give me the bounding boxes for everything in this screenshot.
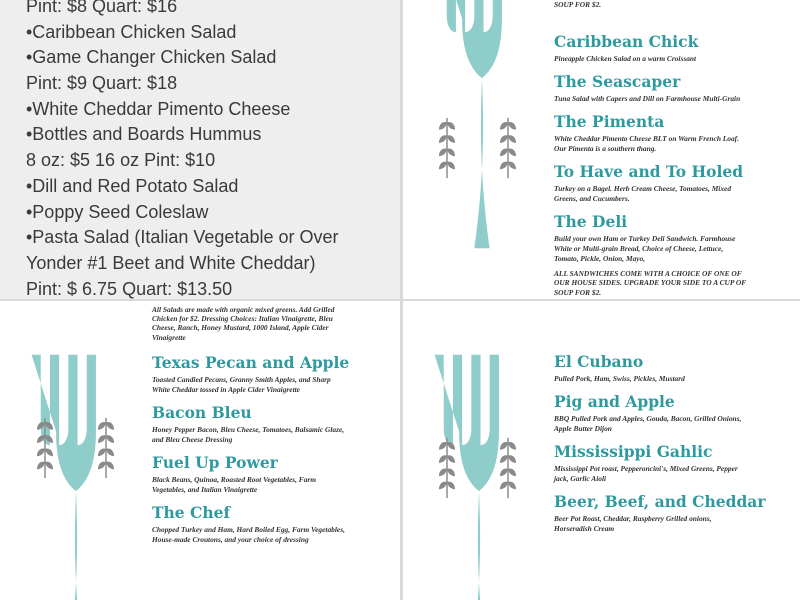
- menu-item: [554, 213, 749, 264]
- item-desc: Turkey on a Bagel. Herb Cream Cheese, Tomatoes, Mixed Greens, and Cucumbers.: [554, 184, 732, 204]
- menu-item: [554, 33, 749, 64]
- item-title: Mississippi Gahlic: [554, 442, 713, 461]
- item-desc: Honey Pepper Bacon, Bleu Cheese, Tomatoes, Balsamic Glaze, and Bleu Cheese Dressing: [152, 424, 345, 444]
- menu-item: [554, 163, 749, 204]
- item-title: To Have and To Holed: [554, 162, 744, 182]
- sprig-icon: [436, 106, 458, 190]
- list-line: Pint: $ 6.75 Quart: $13.50: [26, 278, 233, 299]
- sandwich-menu: [554, 0, 749, 297]
- item-desc: Mississippi Pot roast, Pepperoncini's, Mixed Greens, Pepper jack, Garlic Aioli: [554, 464, 738, 483]
- menu-item: [554, 353, 749, 384]
- list-line: 8 oz: $5 16 oz Pint: $10: [26, 150, 216, 171]
- item-title: Beer, Beef, and Cheddar: [554, 492, 766, 511]
- sprig-icon: [95, 405, 117, 491]
- item-title: Fuel Up Power: [152, 452, 278, 472]
- menu-item: [554, 443, 749, 484]
- menu-item: [152, 504, 347, 545]
- item-title: Caribbean Chick: [554, 32, 699, 52]
- salad-menu: [152, 305, 350, 545]
- list-line: Yonder #1 Beet and White Cheddar): [26, 252, 316, 273]
- salad-menu-panel: [0, 301, 401, 600]
- sprig-icon: [497, 106, 519, 190]
- list-line: •Caribbean Chicken Salad: [26, 21, 237, 42]
- list-line: •Dill and Red Potato Salad: [26, 175, 239, 196]
- item-desc: Pulled Pork, Ham, Swiss, Pickles, Mustard: [554, 374, 685, 383]
- sprig-icon: [436, 425, 458, 511]
- item-title: Pig and Apple: [554, 392, 675, 411]
- item-desc: BBQ Pulled Pork and Apples, Gouda, Bacon, Grilled Onions, Apple Butter Dijon: [554, 414, 742, 433]
- item-desc: Black Beans, Quinoa, Roasted Root Vegetables, Farm Vegetables, and Italian Vinaigrette: [152, 474, 317, 494]
- menu-note: ALL SANDWICHES COME WITH A CHOICE OF ONE OF OUR HOUSE SIDES. UPGRADE YOUR SIDE TO A CUP OF SOUP FOR $2.: [554, 269, 747, 297]
- collage-divider-horizontal: [0, 299, 800, 301]
- item-title: Texas Pecan and Apple: [152, 352, 350, 372]
- menu-item: [152, 454, 347, 495]
- item-desc: Build your own Ham or Turkey Deli Sandwich. Farmhouse White or Multi-grain Bread, Choice of Cheese, Lettuce, Tomato, Pickle, Onion, Mayo,: [554, 234, 736, 264]
- hot-sandwich-menu: [554, 352, 766, 534]
- menu-intro: All Salads are made with organic mixed greens. Add Grilled Chicken for $2. Dressing Choices: Italian Vinaigrette, Bleu Cheese, Ranch, Honey Mustard, 1000 Island, Apple Cider Vinaigrette: [152, 305, 335, 342]
- item-title: The Chef: [152, 502, 231, 522]
- list-line: •White Cheddar Pimento Cheese: [26, 98, 291, 119]
- list-line: Pint: $9 Quart: $18: [26, 73, 178, 94]
- menu-item: [554, 113, 749, 154]
- menu-item: [554, 393, 749, 434]
- hot-sandwich-menu-panel: [403, 301, 800, 600]
- menu-item: [554, 73, 749, 104]
- price-list-panel: [0, 0, 400, 299]
- list-line: Pint: $8 Quart: $16: [26, 0, 178, 16]
- sprig-icon: [34, 405, 56, 491]
- item-title: El Cubano: [554, 352, 644, 371]
- menu-item: [152, 404, 347, 445]
- item-title: The Seascaper: [554, 72, 681, 92]
- list-line: •Poppy Seed Coleslaw: [26, 201, 209, 222]
- menu-item: [554, 492, 766, 534]
- list-line: •Bottles and Boards Hummus: [26, 124, 262, 145]
- sprig-icon: [497, 425, 519, 511]
- list-line: •Game Changer Chicken Salad: [26, 47, 277, 68]
- sandwich-menu-panel: [403, 0, 800, 299]
- list-line: •Pasta Salad (Italian Vegetable or Over: [26, 227, 339, 248]
- item-title: Bacon Bleu: [152, 402, 252, 422]
- item-desc: Toasted Candied Pecans, Granny Smith Apples, and Sharp White Cheddar tossed in Apple Cider Vinaigrette: [152, 374, 331, 394]
- item-desc: Tuna Salad with Capers and Dill on Farmhouse Multi-Grain: [554, 94, 741, 104]
- menu-item: [152, 352, 350, 395]
- item-desc: Beer Pot Roast, Cheddar, Raspberry Grilled onions, Horseradish Cream: [554, 514, 712, 533]
- item-title: The Pimenta: [554, 112, 665, 132]
- price-list: [26, 0, 396, 299]
- item-desc: White Cheddar Pimento Cheese BLT on Warm French Loaf. Our Pimenta is a southern thang.: [554, 134, 739, 154]
- item-desc: Pineapple Chicken Salad on a warm Croissant: [554, 54, 697, 64]
- item-desc: Chopped Turkey and Ham, Hard Boiled Egg, Farm Vegetables, House-made Croutons, and your choice of dressing: [152, 524, 345, 544]
- item-title: The Deli: [554, 212, 628, 232]
- menu-note: SOUP FOR $2.: [554, 0, 602, 9]
